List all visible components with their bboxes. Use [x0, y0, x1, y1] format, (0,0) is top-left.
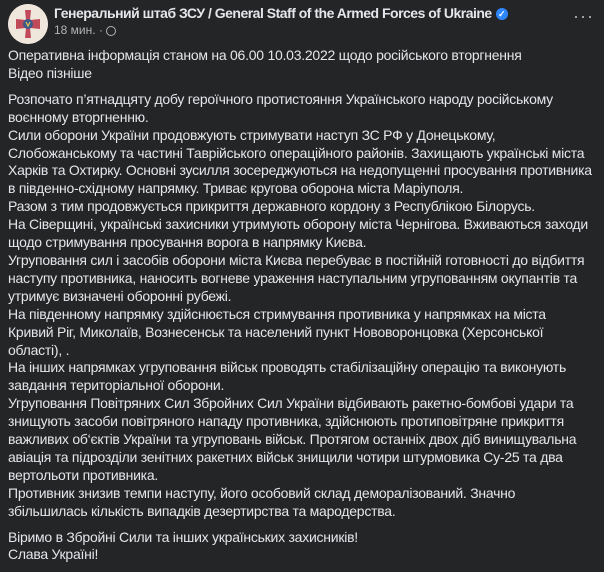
more-options-button[interactable]: ···	[573, 6, 594, 26]
post-paragraph	[8, 47, 592, 83]
post-text-line: вертольоти противника.	[8, 466, 159, 483]
post-text-line: Сили оборони України продовжують стримувати наступ ЗС РФ у Донецькому,	[8, 126, 496, 143]
post-text-line: Розпочато п’ятнадцяту добу героїчного протистояння Українського народу російському	[8, 90, 553, 107]
post-text-line: Віримо в Збройні Сили та інших українських захисників!	[8, 528, 358, 545]
verified-badge-icon: ✓	[496, 8, 508, 20]
post-body	[8, 47, 592, 572]
post-meta	[54, 23, 116, 37]
post-text-line: На південному напрямку здійснюється стримування противника у напрямках на міста	[8, 305, 546, 322]
post-text-line: в південно-східному напрямку. Триває кругова оборона міста Маріуполя.	[8, 180, 464, 197]
post-text-line: Слава Україні!	[8, 546, 99, 563]
post-text-line: Разом з тим продовжується прикриття державного кордону з Республікою Білорусь.	[8, 198, 535, 215]
post-text-line: воєнному вторгненню.	[8, 108, 149, 125]
avatar[interactable]	[8, 4, 48, 44]
post-paragraph	[8, 529, 592, 565]
general-staff-emblem-icon	[8, 4, 48, 44]
post-timestamp[interactable]: 18 мин.	[54, 23, 96, 37]
post-text-line: наступу противника, наносить вогневе ураження наступальним угрупованням окупантів та	[8, 269, 577, 286]
meta-separator: ·	[98, 23, 103, 37]
globe-icon	[106, 26, 116, 36]
post-text-line: Кривий Ріг, Миколаїв, Вознесенськ та населений пункт Нововоронцовка (Херсонської	[8, 323, 544, 340]
post-text-line: На інших напрямках угруповання військ проводять стабілізаційну операцію та виконують	[8, 359, 567, 376]
post-text-line: Угруповання сил і засобів оборони міста Києва перебуває в постійній готовності до відбиття	[8, 251, 585, 268]
post-text-line: області), .	[8, 341, 70, 358]
post-text-line: Оперативна інформація станом на 06.00 10.03.2022 щодо російського вторгнення	[8, 47, 522, 63]
post-text-line: Відео пізніше	[8, 64, 92, 81]
post-text-line: щодо стримування просування ворога в напрямку Києва.	[8, 234, 367, 251]
post-text-line: знищують засоби повітряного нападу противника, здійснюють протиповітряне прикриття	[8, 413, 564, 430]
post-text-line: На Сіверщині, українські захисники утримують оборону міста Чернігова. Вживаються заходи	[8, 216, 588, 233]
post-text-line: авіація та підрозділи зенітних ракетних військ знищили чотири штурмовика Су-25 та два	[8, 448, 563, 465]
author-name[interactable]	[54, 5, 508, 21]
post-text-line: збільшилась кількість випадків дезертирства та мародерства.	[8, 502, 396, 519]
post-text-line: важливих об‘єктів України та угруповань військ. Протягом останніх двох діб винищувальна	[8, 431, 577, 448]
post-text-line: утримує визначені оборонні рубежі.	[8, 287, 232, 304]
author-name-text[interactable]: Генеральний штаб ЗСУ / General Staff of the Armed Forces of Ukraine	[54, 5, 492, 21]
post-text-line: Угруповання Повітряних Сил Збройних Сил України відбивають ракетно-бомбові удари та	[8, 395, 574, 412]
post-text-line: завдання територіальної оборони.	[8, 377, 225, 394]
post-text-line: Слобожанському та частині Таврійського операційного районів. Захищають українські міста	[8, 144, 585, 161]
post-text-line: Харків та Охтирку. Основні зусилля зосереджуються на недопущенні просування противника	[8, 162, 592, 179]
post-paragraph	[8, 91, 592, 521]
post-text-line: Противник знизив темпи наступу, його особовий склад деморалізований. Значно	[8, 484, 516, 501]
